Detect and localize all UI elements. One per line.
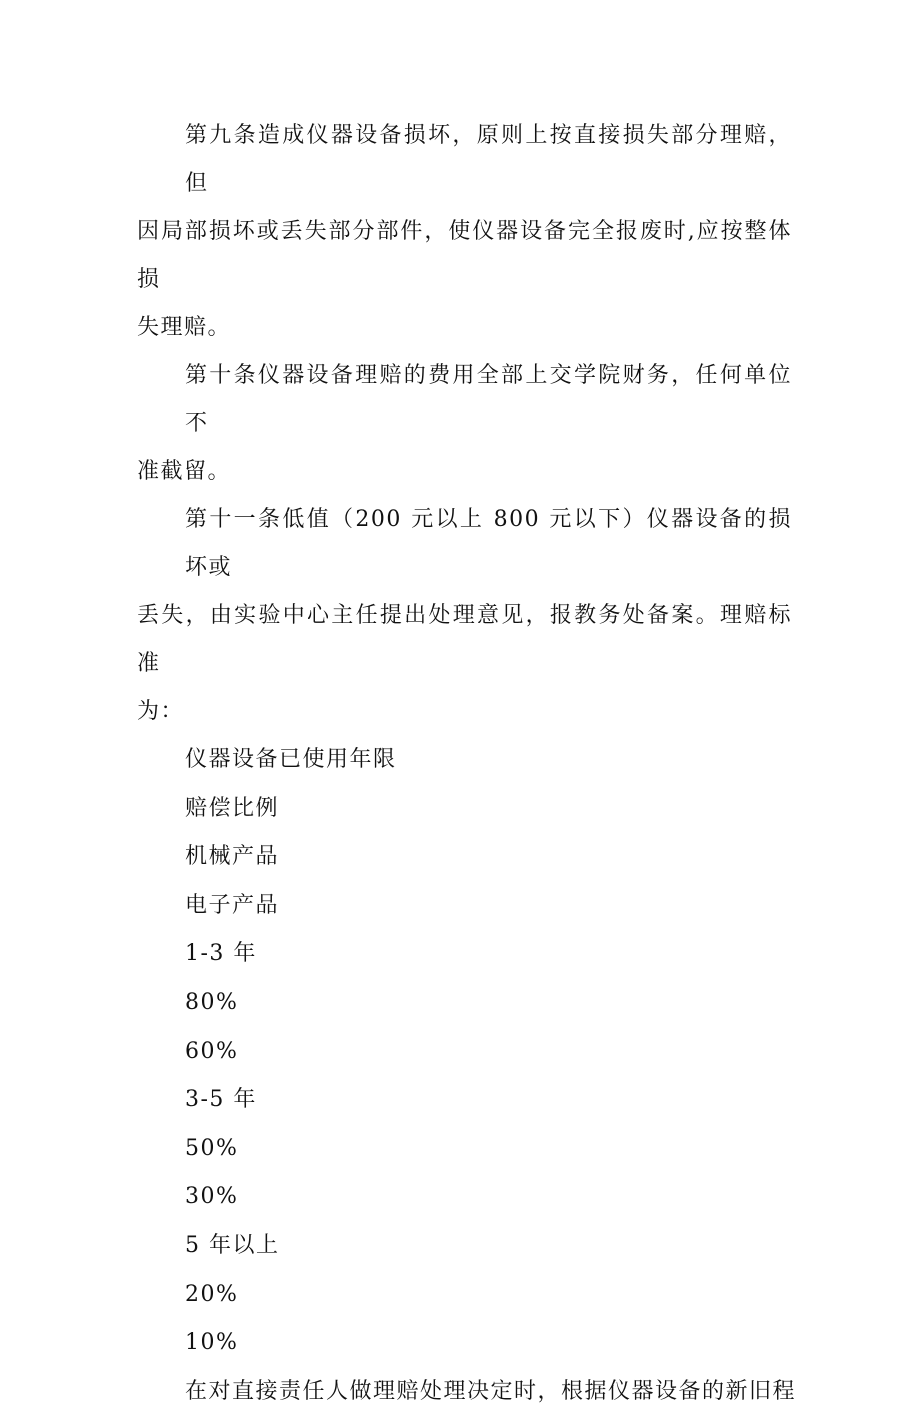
table-cell-period: 5 年以上 xyxy=(185,1232,280,1258)
article-11-paragraph xyxy=(137,496,792,736)
table-header-years-used: 仪器设备已使用年限 xyxy=(185,747,397,772)
text-line: 第九条造成仪器设备损坏，原则上按直接损失部分理赔，但 xyxy=(185,123,792,196)
text-line: 丢失，由实验中心主任提出处理意见，报教务处备案。理赔标准 xyxy=(137,603,792,676)
text-line: 失理赔。 xyxy=(137,315,232,340)
text-line: 为： xyxy=(137,699,185,724)
table-cell-period: 3-5 年 xyxy=(185,1087,257,1113)
table-cell-value: 50% xyxy=(185,1135,239,1161)
table-header-mechanical: 机械产品 xyxy=(185,844,280,870)
document-page xyxy=(137,112,797,1416)
table-header-electronic: 电子产品 xyxy=(185,892,280,918)
table-cell-value: 30% xyxy=(185,1184,239,1210)
text-line: 第十一条低值（200 元以上 800 元以下）仪器设备的损坏或 xyxy=(185,507,792,580)
text-line: 因局部损坏或丢失部分部件，使仪器设备完全报废时,应按整体损 xyxy=(137,219,792,292)
text-line: 第十条仪器设备理赔的费用全部上交学院财务，任何单位不 xyxy=(185,363,792,436)
table-cell-value: 60% xyxy=(185,1038,239,1064)
article-9-paragraph xyxy=(137,112,792,352)
article-10-paragraph xyxy=(137,352,792,496)
closing-line: 在对直接责任人做理赔处理决定时，根据仪器设备的新旧程 xyxy=(185,1378,797,1404)
text-line: 准截留。 xyxy=(137,459,232,484)
table-cell-value: 10% xyxy=(185,1330,239,1356)
table-header-compensation-ratio: 赔偿比例 xyxy=(185,795,280,821)
table-cell-period: 1-3 年 xyxy=(185,941,257,967)
table-cell-value: 80% xyxy=(185,989,239,1015)
table-cell-value: 20% xyxy=(185,1281,239,1307)
compensation-table-list xyxy=(137,736,792,1368)
